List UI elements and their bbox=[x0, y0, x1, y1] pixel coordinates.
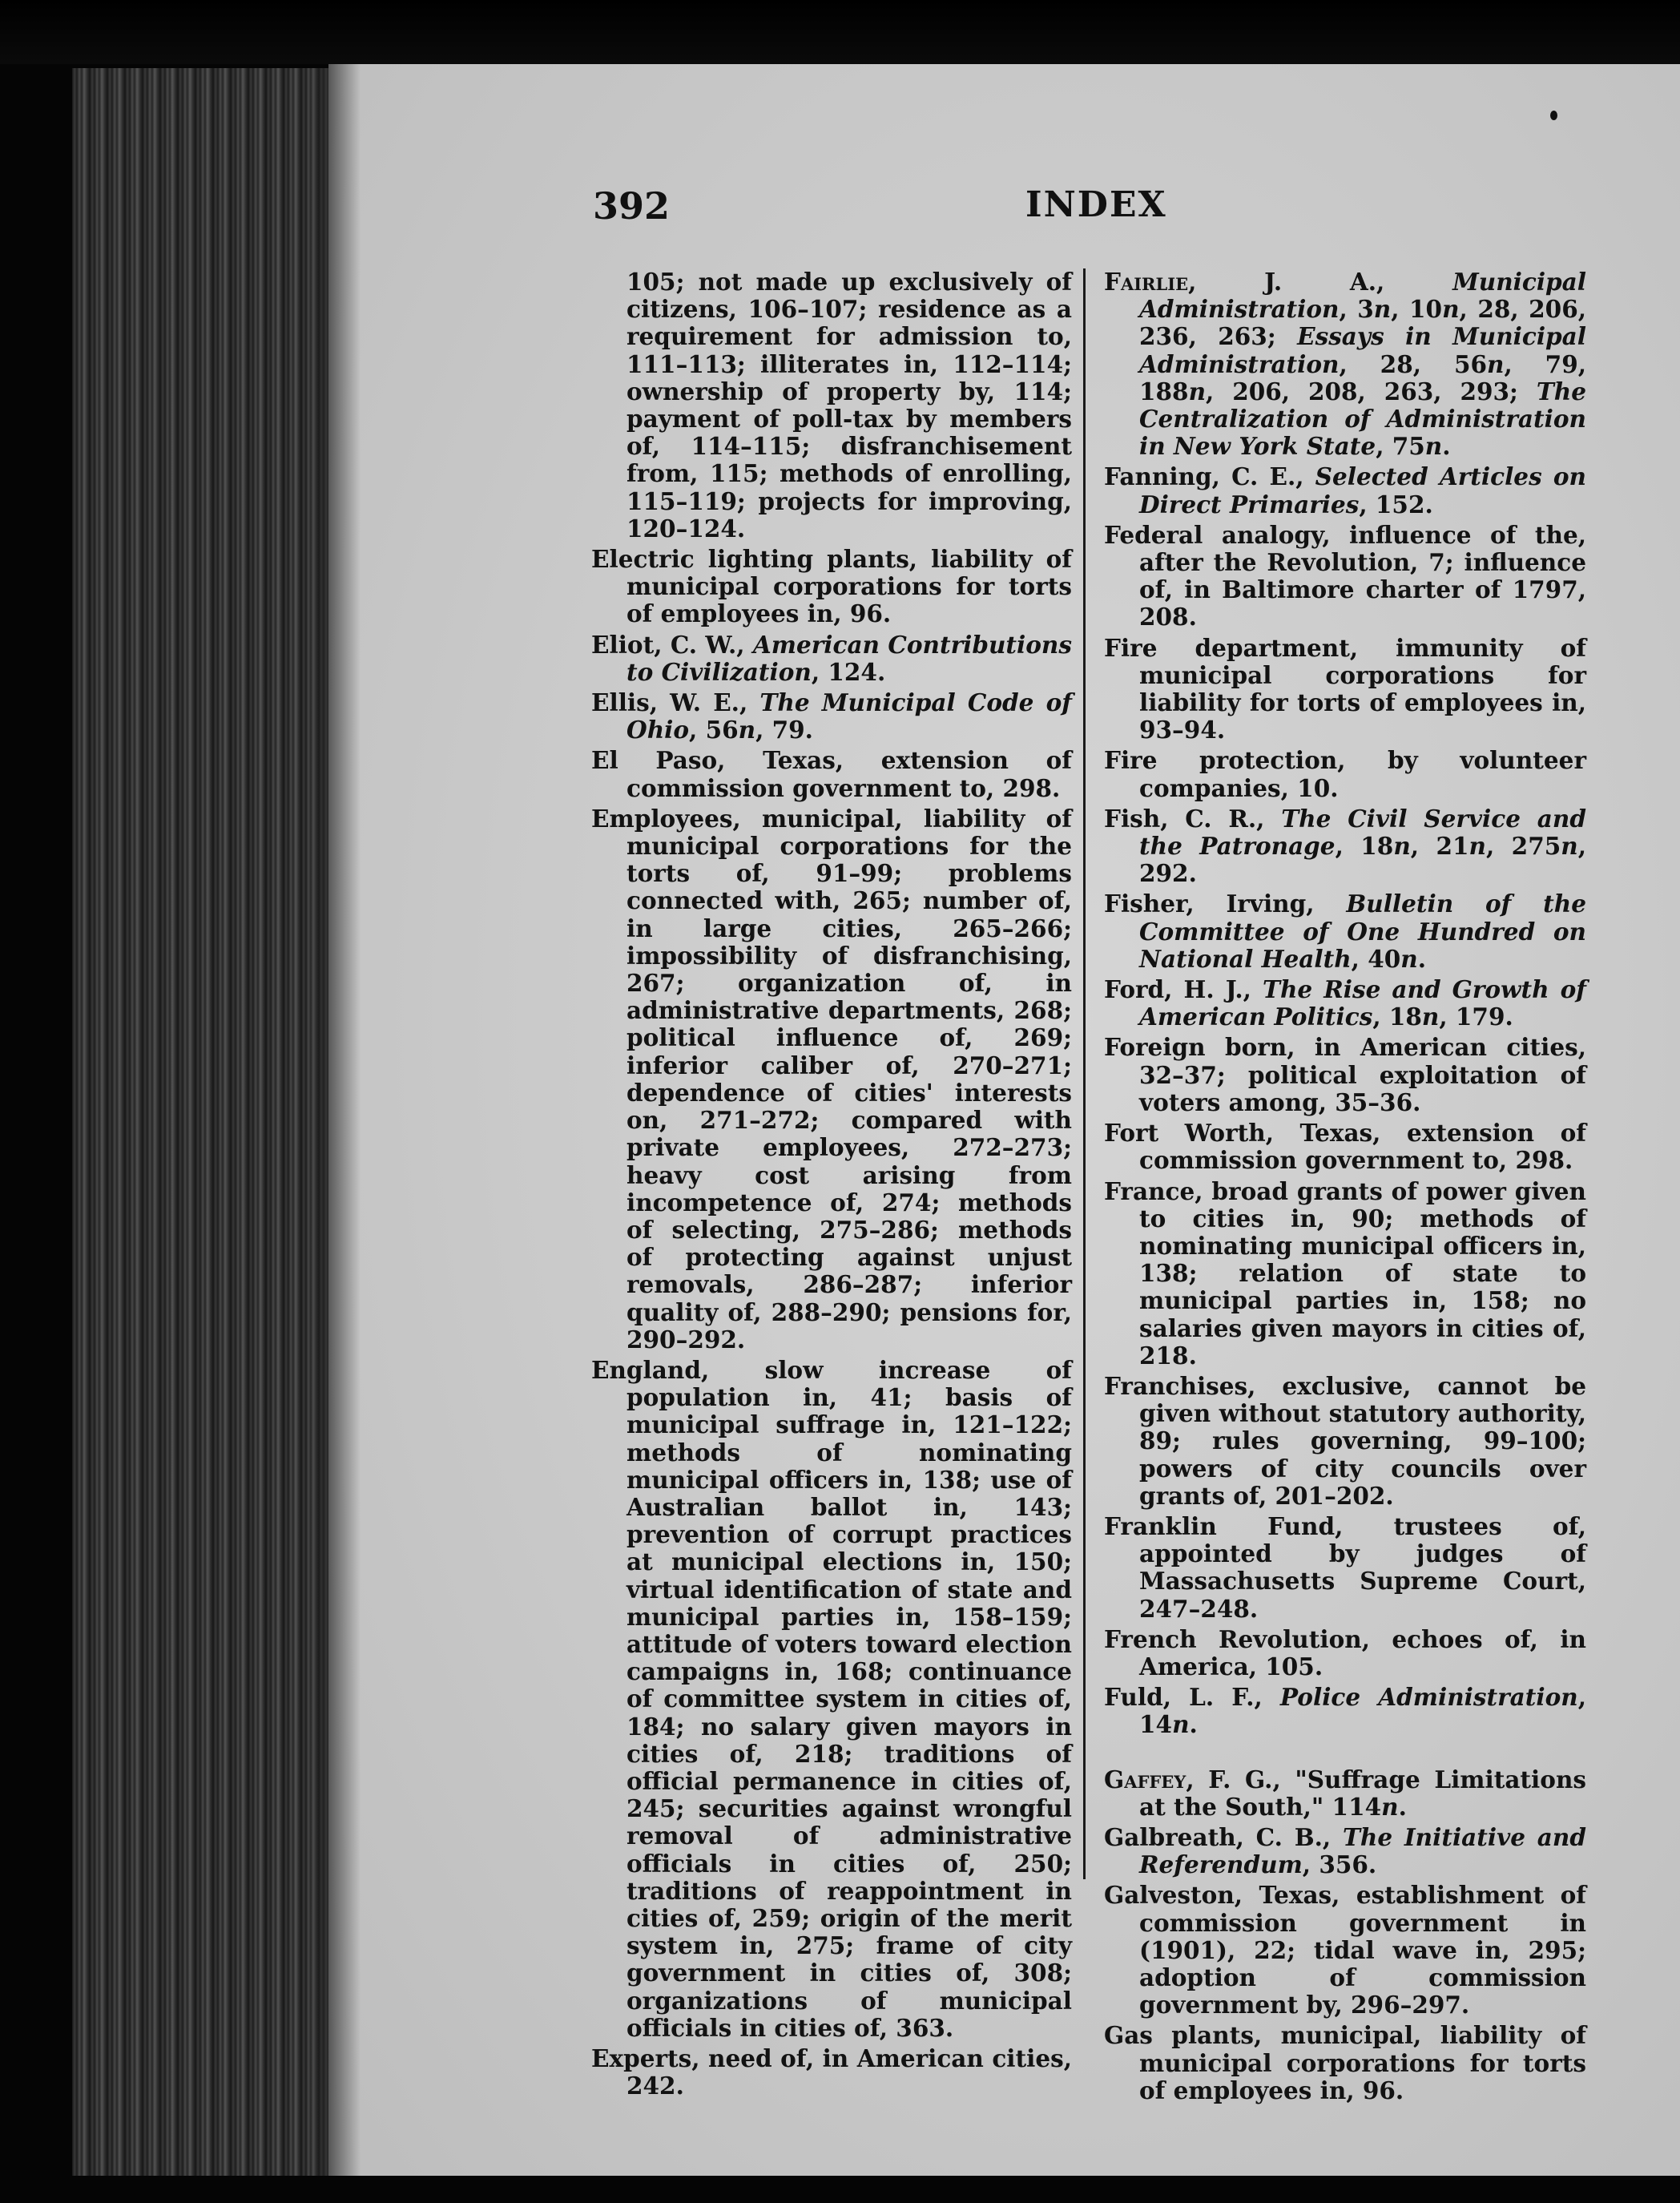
index-entry-text: , 292. bbox=[1139, 832, 1586, 888]
index-entry bbox=[591, 631, 1072, 686]
index-entry-text: Electric lighting plants, liability of municipal corporations for torts of employees in, 96. bbox=[591, 545, 1072, 628]
index-entry bbox=[1104, 1034, 1586, 1116]
index-entry bbox=[1104, 463, 1586, 518]
index-entry bbox=[591, 805, 1072, 1354]
index-column-right bbox=[1104, 268, 1586, 2108]
index-entry bbox=[591, 689, 1072, 744]
index-entry-text: n bbox=[1442, 295, 1460, 324]
index-entry-text: n bbox=[1172, 1710, 1190, 1739]
index-entry bbox=[1104, 805, 1586, 888]
index-entry-text: Eliot, C. W., bbox=[591, 630, 753, 659]
index-entry-text: 105; not made up exclusively of citizens, 106–107; residence as a requirement for admission to, 111–113; illiterates in, 112–114; ownership of property by, 114; payment of poll-tax by members of, 114–115; disfranchisement from, 115; methods of enrolling, 115–119; projects for improving, 120–124. bbox=[626, 268, 1072, 543]
index-entry-text: n bbox=[1393, 832, 1411, 861]
index-entry-text: The Rise and Growth of American Politics bbox=[1139, 975, 1586, 1031]
index-entry-text: Fanning, C. E., bbox=[1104, 462, 1315, 491]
index-entry-text: , 40 bbox=[1351, 944, 1401, 973]
index-entry bbox=[591, 268, 1072, 543]
index-entry bbox=[1104, 976, 1586, 1031]
index-entry-text: , 28, 206, 236, 263; bbox=[1139, 295, 1587, 351]
index-entry-text: The Civil Service and the Patronage bbox=[1139, 804, 1586, 861]
index-entry-text: n bbox=[1468, 832, 1486, 861]
index-entry-text: Fuld, L. F., bbox=[1104, 1683, 1280, 1712]
index-entry-text: England, slow increase of population in, 41; basis of municipal suffrage in, 121–122; methods of nominating municipal officers in, 138; use of Australian ballot in, 143; prevention of corrupt practices at municipal elections in, 150; virtual identification of state and municipal parties in, 158–159; attitude of voters toward election campaigns in, 168; continuance of committee system in cities of, 184; no salary given mayors in cities of, 218; traditions of official permanence in cities of, 245; securities against wrongful removal of administrative officials in cities of, 250; traditions of reappointment in cities of, 259; origin of the merit system in, 275; frame of city government in cities of, 308; organizations of municipal officials in cities of, 363. bbox=[591, 1355, 1072, 2042]
index-entry-text: , 10 bbox=[1391, 295, 1443, 324]
ink-speck bbox=[1550, 111, 1557, 120]
index-column-left bbox=[591, 268, 1072, 2103]
index-entry bbox=[1104, 1178, 1586, 1370]
index-entry-text: , 356. bbox=[1302, 1850, 1377, 1879]
index-entry-text: , 14 bbox=[1139, 1683, 1586, 1739]
page-number: 392 bbox=[593, 184, 671, 228]
index-entry-text: The Centralization of Administration in New York State bbox=[1139, 377, 1586, 461]
index-entry-text: Fire protection, by volunteer companies, 10. bbox=[1104, 746, 1586, 802]
index-entry-text: Gaffey bbox=[1104, 1765, 1186, 1793]
index-entry bbox=[591, 2045, 1072, 2100]
index-entry-text: The Municipal Code of Ohio bbox=[626, 688, 1072, 744]
index-entry-text: . bbox=[1442, 432, 1451, 461]
index-entry bbox=[1104, 1513, 1586, 1623]
index-entry bbox=[591, 747, 1072, 801]
index-entry-text: Employees, municipal, liability of municipal corporations for the torts of, 91–99; problems connected with, 265; number of, in large cities, 265–266; impossibility of disfranchising, 267; organization of, in administrative departments, 268; political influence of, 269; inferior caliber of, 270–271; dependence of cities' interests on, 271–272; compared with private employees, 272–273; heavy cost arising from incompetence of, 274; methods of selecting, 275–286; methods of protecting against unjust removals, 286–287; inferior quality of, 288–290; pensions for, 290–292. bbox=[591, 804, 1072, 1354]
column-divider bbox=[1083, 268, 1086, 1879]
index-entry-text: American Contributions to Civilization bbox=[626, 630, 1072, 686]
index-entry-text: n bbox=[738, 716, 756, 744]
index-entry bbox=[1104, 1684, 1586, 1738]
index-entry-text: , 152. bbox=[1359, 490, 1433, 518]
index-entry bbox=[1104, 2022, 1586, 2104]
index-entry bbox=[1104, 1373, 1586, 1510]
index-entry-text: Bulletin of the Committee of One Hundred on National Health bbox=[1139, 890, 1586, 973]
index-entry-text: Franchises, exclusive, cannot be given without statutory authority, 89; rules governing, 99–100; powers of city councils over grants of, 201–202. bbox=[1104, 1371, 1586, 1510]
index-entry-text: Galbreath, C. B., bbox=[1104, 1822, 1343, 1851]
scan-bottom-margin bbox=[0, 2176, 1680, 2203]
index-entry bbox=[1104, 522, 1586, 631]
index-entry-text: , 179. bbox=[1439, 1003, 1513, 1031]
index-entry-text: , 275 bbox=[1485, 832, 1561, 861]
index-entry-text: , 21 bbox=[1410, 832, 1469, 861]
index-entry-text: Federal analogy, influence of the, after the Revolution, 7; influence of, in Baltimore charter of 1797, 208. bbox=[1104, 520, 1586, 631]
index-entry-text: Fort Worth, Texas, extension of commission government to, 298. bbox=[1104, 1119, 1586, 1175]
index-entry-text: . bbox=[1398, 1792, 1407, 1821]
index-entry-text: Essays in Municipal Administration bbox=[1139, 322, 1586, 378]
index-entry-text: , 3 bbox=[1339, 295, 1374, 324]
index-entry-text: n bbox=[1400, 944, 1418, 973]
index-entry bbox=[591, 546, 1072, 628]
index-entry-text: , 18 bbox=[1335, 832, 1394, 861]
index-entry bbox=[1104, 1626, 1586, 1680]
index-entry-text: Ellis, W. E., bbox=[591, 688, 760, 717]
index-entry-text: , 124. bbox=[811, 657, 886, 686]
index-entry bbox=[1104, 1824, 1586, 1878]
index-entry-text: , 28, 56 bbox=[1339, 349, 1487, 378]
index-entry-text: El Paso, Texas, extension of commission government to, 298. bbox=[591, 746, 1072, 802]
index-entry-text: n bbox=[1561, 832, 1578, 861]
index-entry-text: The Initiative and Referendum bbox=[1139, 1822, 1586, 1879]
index-entry-text: . bbox=[1417, 944, 1426, 973]
index-entry-text: Fire department, immunity of municipal corporations for liability for torts of employees in, 93–94. bbox=[1104, 633, 1586, 744]
index-entry bbox=[1104, 635, 1586, 744]
index-entry bbox=[591, 1357, 1072, 2042]
index-entry-text: Police Administration bbox=[1279, 1683, 1578, 1712]
index-entry-text: Ford, H. J., bbox=[1104, 975, 1263, 1004]
index-entry-text: , J. A., bbox=[1188, 268, 1453, 296]
index-entry-text: Fisher, Irving, bbox=[1104, 890, 1347, 918]
index-entry-text: Fairlie bbox=[1104, 268, 1189, 296]
index-entry-text: n bbox=[1381, 1792, 1399, 1821]
index-entry-text: Foreign born, in American cities, 32–37; political exploitation of voters among, 35–36. bbox=[1104, 1033, 1586, 1116]
index-entry-text: n bbox=[1421, 1003, 1440, 1031]
index-entry-text: France, broad grants of power given to cities in, 90; methods of nominating municipal officers in, 138; relation of state to municipal parties in, 158; no salaries given mayors in cities of, 218. bbox=[1104, 1176, 1586, 1370]
scan-top-margin bbox=[0, 0, 1680, 64]
index-entry-text: Franklin Fund, trustees of, appointed by judges of Massachusetts Supreme Court, 247–248. bbox=[1104, 1511, 1586, 1623]
index-entry bbox=[1104, 1766, 1586, 1821]
index-entry-text: Fish, C. R., bbox=[1104, 804, 1282, 833]
index-entry bbox=[1104, 1120, 1586, 1174]
index-entry-text: , 206, 208, 263, 293; bbox=[1206, 377, 1537, 405]
book-page-edges bbox=[72, 68, 340, 2180]
index-entry-text: n bbox=[1487, 349, 1505, 378]
index-entry-text: n bbox=[1424, 432, 1443, 461]
index-entry-text: , 79, 188 bbox=[1139, 349, 1586, 405]
index-entry-text: Experts, need of, in American cities, 242. bbox=[591, 2044, 1072, 2100]
index-entry-text: Gas plants, municipal, liability of municipal corporations for torts of employees in, 96. bbox=[1104, 2021, 1586, 2104]
index-entry-text: Selected Articles on Direct Primaries bbox=[1139, 462, 1586, 518]
index-entry bbox=[1104, 1882, 1586, 2019]
index-entry-text: Municipal Administration bbox=[1139, 268, 1586, 324]
index-entry-text: , 75 bbox=[1376, 432, 1425, 461]
index-entry bbox=[1104, 268, 1586, 460]
index-entry bbox=[1104, 747, 1586, 801]
index-entry-text: , 56 bbox=[689, 716, 739, 744]
index-entry-text: , 79. bbox=[755, 716, 813, 744]
index-entry-text: French Revolution, echoes of, in America, 105. bbox=[1104, 1624, 1586, 1680]
index-entry-text: , 18 bbox=[1372, 1003, 1422, 1031]
index-entry-text: , F. G., "Suffrage Limitations at the South," 114 bbox=[1139, 1765, 1586, 1821]
index-entry bbox=[1104, 890, 1586, 973]
index-entry-text: n bbox=[1188, 377, 1207, 405]
index-entry-text: n bbox=[1373, 295, 1392, 324]
index-entry-text: Galveston, Texas, establishment of commission government in (1901), 22; tidal wave in, 295; adoption of commission government by, 296–297. bbox=[1104, 1881, 1586, 2019]
gutter-shadow bbox=[328, 64, 361, 2180]
page-header bbox=[593, 184, 1578, 240]
running-title: INDEX bbox=[1025, 184, 1167, 225]
index-entry-text: . bbox=[1189, 1710, 1198, 1739]
